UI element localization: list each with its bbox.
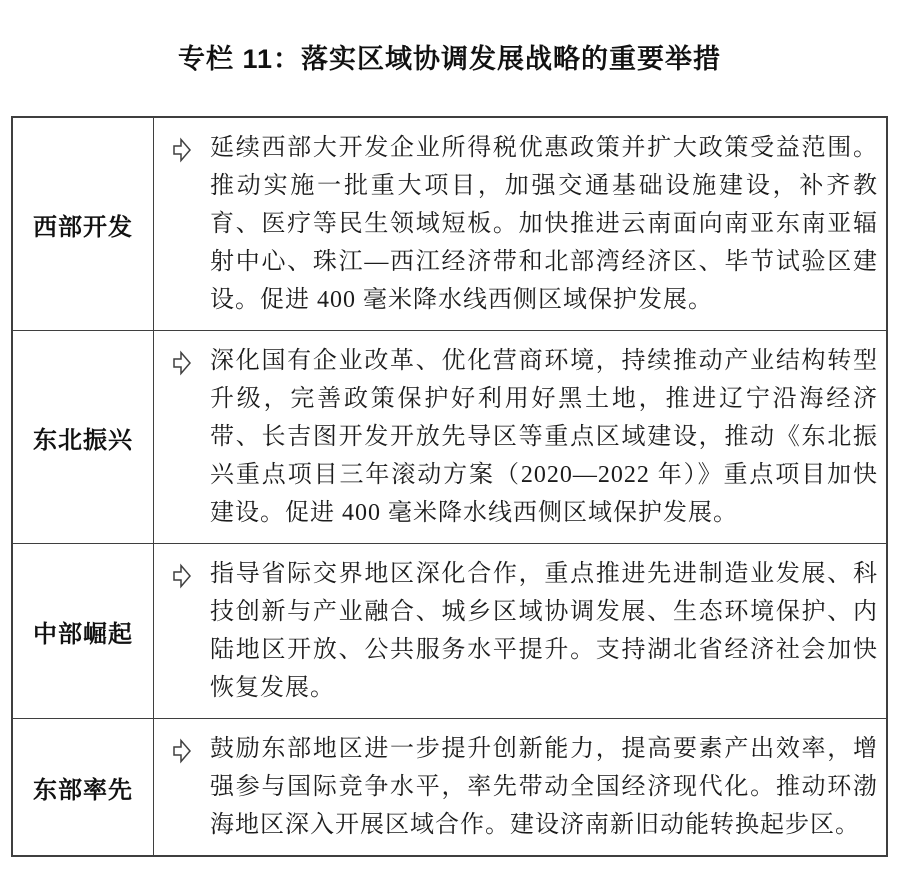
row-label: 东北振兴 bbox=[33, 426, 133, 454]
row-label-cell bbox=[13, 331, 154, 543]
row-content-text: 鼓励东部地区进一步提升创新能力，提高要素产出效率，增强参与国际竞争水平，率先带动全国经济现代化。推动环渤海地区深入开展区域合作。建设济南新旧动能转换起步区。 bbox=[210, 736, 878, 838]
row-label-cell bbox=[13, 544, 154, 718]
row-label: 东部率先 bbox=[33, 776, 133, 804]
table-row bbox=[13, 118, 886, 331]
row-content-cell bbox=[154, 331, 886, 543]
right-arrow-icon bbox=[154, 730, 210, 764]
table-row bbox=[13, 331, 886, 544]
measures-table bbox=[11, 116, 888, 857]
row-label-cell bbox=[13, 719, 154, 855]
page-title: 专栏 11：落实区域协调发展战略的重要举措 bbox=[177, 44, 722, 74]
row-content-cell bbox=[154, 544, 886, 718]
right-arrow-icon bbox=[154, 129, 210, 163]
row-content-cell bbox=[154, 719, 886, 855]
document-page bbox=[0, 44, 899, 885]
row-content-text: 延续西部大开发企业所得税优惠政策并扩大政策受益范围。推动实施一批重大项目，加强交通基础设施建设，补齐教育、医疗等民生领域短板。加快推进云南面向南亚东南亚辐射中心、珠江—西江经济带和北部湾经济区、毕节试验区建设。促进 400 毫米降水线西侧区域保护发展。 bbox=[210, 135, 878, 313]
table-row bbox=[13, 719, 886, 855]
row-label-cell bbox=[13, 118, 154, 330]
row-label: 西部开发 bbox=[33, 213, 133, 241]
row-content-text: 深化国有企业改革、优化营商环境，持续推动产业结构转型升级，完善政策保护好利用好黑土地，推进辽宁沿海经济带、长吉图开发开放先导区等重点区域建设，推动《东北振兴重点项目三年滚动方案（2020—2022 年）》重点项目加快建设。促进 400 毫米降水线西侧区域保护发展。 bbox=[210, 348, 878, 526]
row-content-cell bbox=[154, 118, 886, 330]
right-arrow-icon bbox=[154, 342, 210, 376]
right-arrow-icon bbox=[154, 555, 210, 589]
table-row bbox=[13, 544, 886, 719]
row-label: 中部崛起 bbox=[33, 620, 133, 648]
row-content-text: 指导省际交界地区深化合作，重点推进先进制造业发展、科技创新与产业融合、城乡区域协调发展、生态环境保护、内陆地区开放、公共服务水平提升。支持湖北省经济社会加快恢复发展。 bbox=[210, 561, 878, 701]
